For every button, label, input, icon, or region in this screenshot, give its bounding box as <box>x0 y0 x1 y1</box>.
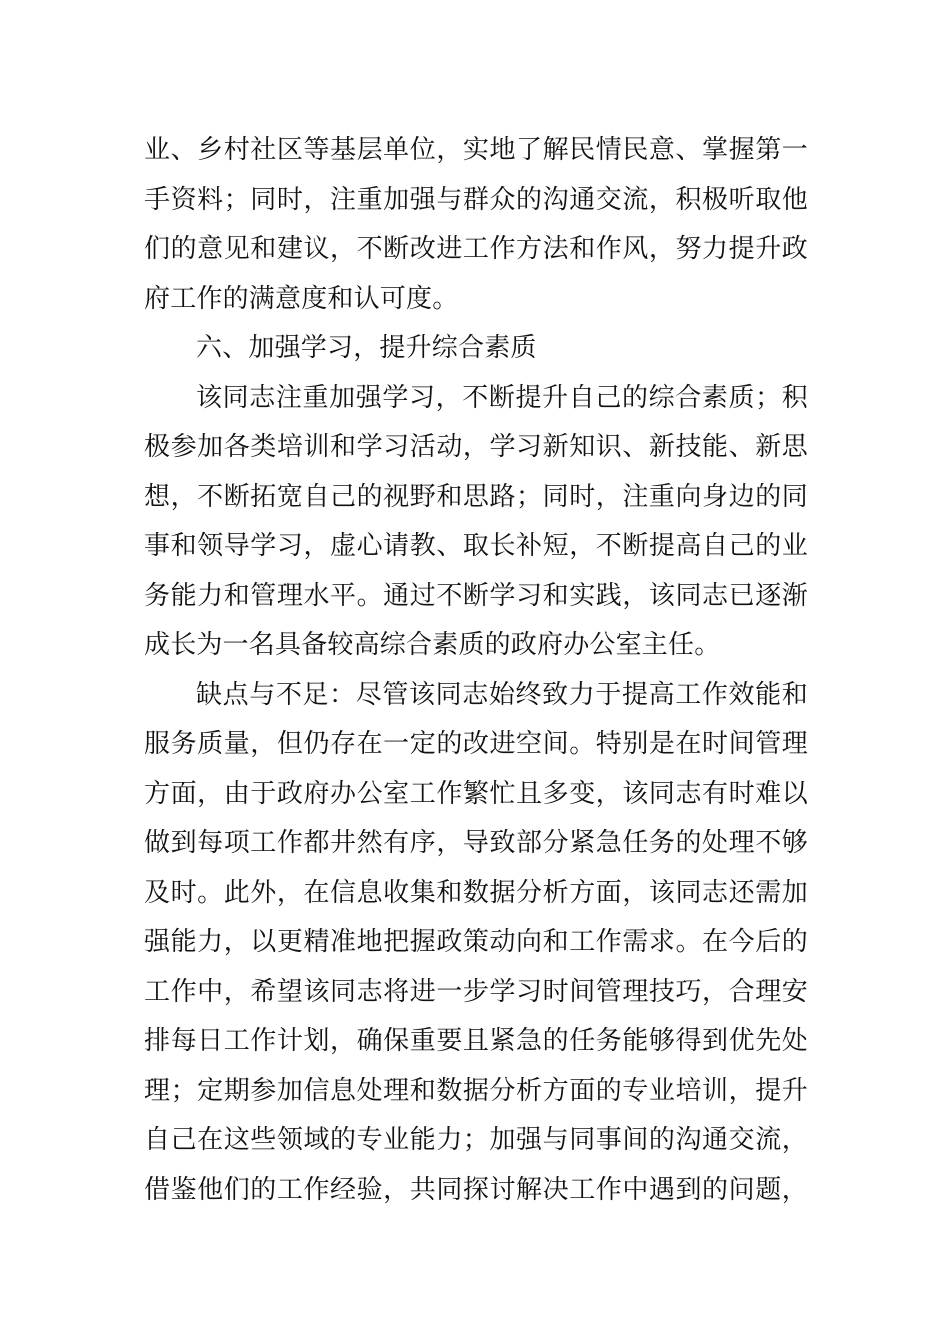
text-line: 方面，由于政府办公室工作繁忙且多变，该同志有时难以 <box>144 778 808 809</box>
text-line: 业、乡村社区等基层单位，实地了解民情民意、掌握第一 <box>144 135 808 165</box>
text-line: 自己在这些领域的专业能力；加强与同事间的沟通交流， <box>144 1125 808 1155</box>
paragraph-first-line: 该同志注重加强学习，不断提升自己的综合素质；积 <box>196 382 808 413</box>
text-line: 想，不断拓宽自己的视野和思路；同时，注重向身边的同 <box>144 481 808 512</box>
text-line: 手资料；同时，注重加强与群众的沟通交流，积极听取他 <box>144 184 808 215</box>
text-line: 事和领导学习，虚心请教、取长补短，不断提高自己的业 <box>144 531 808 561</box>
text-line: 排每日工作计划，确保重要且紧急的任务能够得到优先处 <box>144 1026 808 1056</box>
text-line: 强能力，以更精准地把握政策动向和工作需求。在今后的 <box>144 927 808 957</box>
document-body <box>144 126 808 1215</box>
text-line: 借鉴他们的工作经验，共同探讨解决工作中遇到的问题， <box>144 1174 808 1205</box>
text-line: 做到每项工作都井然有序，导致部分紧急任务的处理不够 <box>144 828 808 858</box>
text-line: 服务质量，但仍存在一定的改进空间。特别是在时间管理 <box>144 729 808 759</box>
text-line: 工作中，希望该同志将进一步学习时间管理技巧，合理安 <box>144 976 808 1007</box>
text-line: 成长为一名具备较高综合素质的政府办公室主任。 <box>144 630 721 660</box>
section-heading: 六、加强学习，提升综合素质 <box>196 333 537 363</box>
text-line: 府工作的满意度和认可度。 <box>144 283 459 314</box>
text-line: 们的意见和建议，不断改进工作方法和作风，努力提升政 <box>144 234 808 264</box>
paragraph-first-line: 缺点与不足：尽管该同志始终致力于提高工作效能和 <box>196 679 808 710</box>
text-line: 理；定期参加信息处理和数据分析方面的专业培训，提升 <box>144 1075 808 1106</box>
text-line: 及时。此外，在信息收集和数据分析方面，该同志还需加 <box>144 877 808 908</box>
text-line: 务能力和管理水平。通过不断学习和实践，该同志已逐渐 <box>144 580 808 611</box>
text-line: 极参加各类培训和学习活动，学习新知识、新技能、新思 <box>144 432 808 462</box>
